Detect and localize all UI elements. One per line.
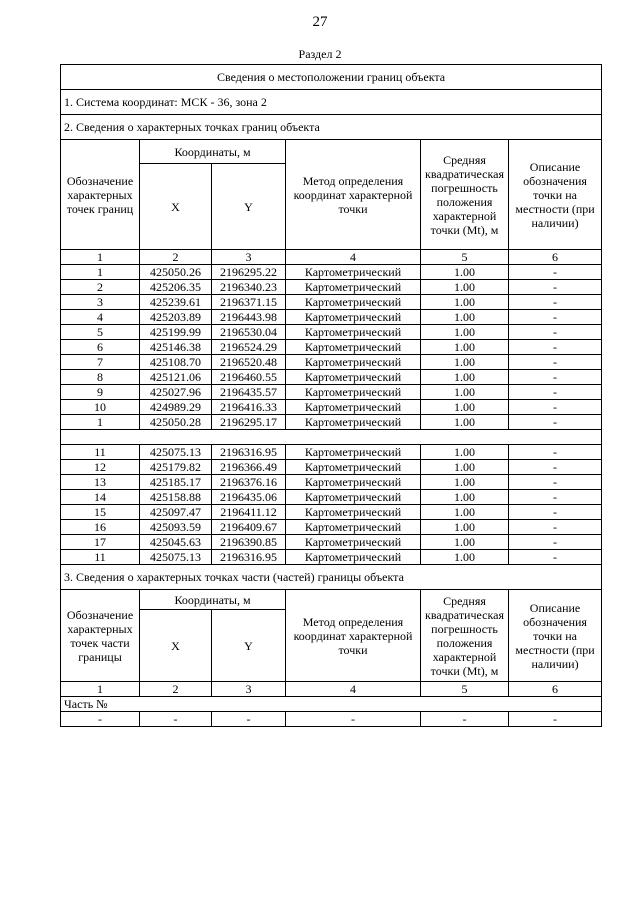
error: 1.00 [421,325,509,340]
boundary-table [60,64,602,727]
table-row [61,385,602,400]
coord-y: 2196295.17 [212,415,286,430]
coord-x: 425158.88 [140,490,212,505]
coord-y: 2196411.12 [212,505,286,520]
method: Картометрический [286,385,421,400]
description: - [509,460,602,475]
description: - [509,445,602,460]
coord-x: 425146.38 [140,340,212,355]
point-number: 14 [61,490,140,505]
coord-y: 2196416.33 [212,400,286,415]
header-coordinates: Координаты, м [140,140,286,164]
description: - [509,295,602,310]
header-x: X [140,164,212,250]
method: Картометрический [286,265,421,280]
table-row [61,490,602,505]
error: 1.00 [421,535,509,550]
point-number: 12 [61,460,140,475]
coord-y: 2196460.55 [212,370,286,385]
coord-x: - [140,712,212,727]
part-header-method: Метод определения координат характерной точки [286,590,421,682]
coord-y: 2196316.95 [212,445,286,460]
method: Картометрический [286,445,421,460]
point-number: 11 [61,445,140,460]
coord-y: 2196295.22 [212,265,286,280]
method: Картометрический [286,325,421,340]
table-row [61,265,602,280]
point-number: - [61,712,140,727]
error: 1.00 [421,265,509,280]
part-header-coordinates: Координаты, м [140,590,286,610]
coord-x: 425075.13 [140,550,212,565]
coord-x: 425050.26 [140,265,212,280]
description: - [509,550,602,565]
method: Картометрический [286,535,421,550]
table-row [61,340,602,355]
error: 1.00 [421,310,509,325]
column-number: 5 [421,682,509,697]
coord-x: 425121.06 [140,370,212,385]
description: - [509,385,602,400]
part-header-y: Y [212,610,286,682]
point-number: 13 [61,475,140,490]
method: Картометрический [286,475,421,490]
error: 1.00 [421,370,509,385]
point-number: 2 [61,280,140,295]
part-points-heading: 3. Сведения о характерных точках части (частей) границы объекта [61,565,602,590]
points-heading: 2. Сведения о характерных точках границ объекта [61,115,602,140]
coord-x: 425027.96 [140,385,212,400]
table-title: Сведения о местоположении границ объекта [61,65,602,90]
coord-x: 425179.82 [140,460,212,475]
description: - [509,310,602,325]
point-number: 11 [61,550,140,565]
coord-x: 425206.35 [140,280,212,295]
header-y: Y [212,164,286,250]
coord-y: 2196520.48 [212,355,286,370]
coord-y: 2196530.04 [212,325,286,340]
method: Картометрический [286,370,421,385]
method: Картометрический [286,550,421,565]
part-header-error: Средняя квадратическая погрешность положения характерной точки (Mt), м [421,590,509,682]
header-description: Описание обозначения точки на местности (при наличии) [509,140,602,250]
column-number: 6 [509,682,602,697]
error: 1.00 [421,385,509,400]
table-row [61,355,602,370]
description: - [509,355,602,370]
point-number: 4 [61,310,140,325]
part-header-designation: Обозначение характерных точек части границы [61,590,140,682]
method: Картометрический [286,460,421,475]
point-number: 6 [61,340,140,355]
description: - [509,370,602,385]
coord-y: 2196435.57 [212,385,286,400]
point-number: 7 [61,355,140,370]
page-number: 27 [312,14,328,30]
table-row [61,310,602,325]
part-header-x: X [140,610,212,682]
description: - [509,535,602,550]
point-number: 9 [61,385,140,400]
description: - [509,490,602,505]
description: - [509,415,602,430]
method: Картометрический [286,340,421,355]
table-row [61,445,602,460]
method: Картометрический [286,355,421,370]
coord-x: 425050.28 [140,415,212,430]
method: Картометрический [286,280,421,295]
coord-y: 2196524.29 [212,340,286,355]
empty-separator-row [61,430,602,445]
error: 1.00 [421,400,509,415]
table-row [61,460,602,475]
method: Картометрический [286,505,421,520]
header-designation: Обозначение характерных точек границ [61,140,140,250]
method: Картометрический [286,415,421,430]
table-row [61,295,602,310]
column-numbers-row [61,250,602,265]
description: - [509,520,602,535]
error: 1.00 [421,340,509,355]
coord-x: 425199.99 [140,325,212,340]
coord-y: 2196316.95 [212,550,286,565]
header-error: Средняя квадратическая погрешность положения характерной точки (Mt), м [421,140,509,250]
coord-y: - [212,712,286,727]
error: 1.00 [421,280,509,295]
coord-y: 2196409.67 [212,520,286,535]
column-number: 6 [509,250,602,265]
table-row [61,280,602,295]
description: - [509,505,602,520]
coord-x: 425075.13 [140,445,212,460]
coord-x: 425185.17 [140,475,212,490]
point-number: 15 [61,505,140,520]
error: 1.00 [421,445,509,460]
header-method: Метод определения координат характерной точки [286,140,421,250]
table-row [61,520,602,535]
column-number: 1 [61,250,140,265]
table-row [61,415,602,430]
column-number: 1 [61,682,140,697]
error: 1.00 [421,355,509,370]
coord-x: 425203.89 [140,310,212,325]
column-number: 3 [212,250,286,265]
error: 1.00 [421,460,509,475]
coord-x: 425239.61 [140,295,212,310]
column-number: 4 [286,250,421,265]
error: 1.00 [421,295,509,310]
description: - [509,712,602,727]
description: - [509,400,602,415]
table-row [61,535,602,550]
point-number: 8 [61,370,140,385]
table-row [61,505,602,520]
point-number: 5 [61,325,140,340]
column-number: 2 [140,682,212,697]
description: - [509,325,602,340]
point-number: 16 [61,520,140,535]
coord-y: 2196371.15 [212,295,286,310]
point-number: 10 [61,400,140,415]
error: 1.00 [421,475,509,490]
description: - [509,475,602,490]
table-row [61,400,602,415]
point-number: 1 [61,265,140,280]
coord-y: 2196443.98 [212,310,286,325]
method: Картометрический [286,400,421,415]
coord-x: 425093.59 [140,520,212,535]
part-column-numbers-row [61,682,602,697]
point-number: 17 [61,535,140,550]
coord-x: 425045.63 [140,535,212,550]
method: Картометрический [286,490,421,505]
description: - [509,340,602,355]
error: 1.00 [421,550,509,565]
coord-x: 425097.47 [140,505,212,520]
point-number: 3 [61,295,140,310]
column-number: 4 [286,682,421,697]
description: - [509,265,602,280]
column-number: 5 [421,250,509,265]
coord-y: 2196376.16 [212,475,286,490]
coord-y: 2196390.85 [212,535,286,550]
description: - [509,280,602,295]
error: - [421,712,509,727]
column-number: 3 [212,682,286,697]
table-row [61,325,602,340]
table-row [61,475,602,490]
part-label: Часть № [61,697,602,712]
coordinate-system: 1. Система координат: МСК - 36, зона 2 [61,90,602,115]
coord-y: 2196435.06 [212,490,286,505]
error: 1.00 [421,505,509,520]
coord-x: 425108.70 [140,355,212,370]
method: Картометрический [286,295,421,310]
coord-x: 424989.29 [140,400,212,415]
part-table-row [61,712,602,727]
part-header-description: Описание обозначения точки на местности (при наличии) [509,590,602,682]
method: Картометрический [286,520,421,535]
error: 1.00 [421,415,509,430]
error: 1.00 [421,520,509,535]
coord-y: 2196340.23 [212,280,286,295]
method: - [286,712,421,727]
point-number: 1 [61,415,140,430]
table-row [61,370,602,385]
coord-y: 2196366.49 [212,460,286,475]
error: 1.00 [421,490,509,505]
section-title: Раздел 2 [298,47,342,61]
method: Картометрический [286,310,421,325]
table-row [61,550,602,565]
column-number: 2 [140,250,212,265]
